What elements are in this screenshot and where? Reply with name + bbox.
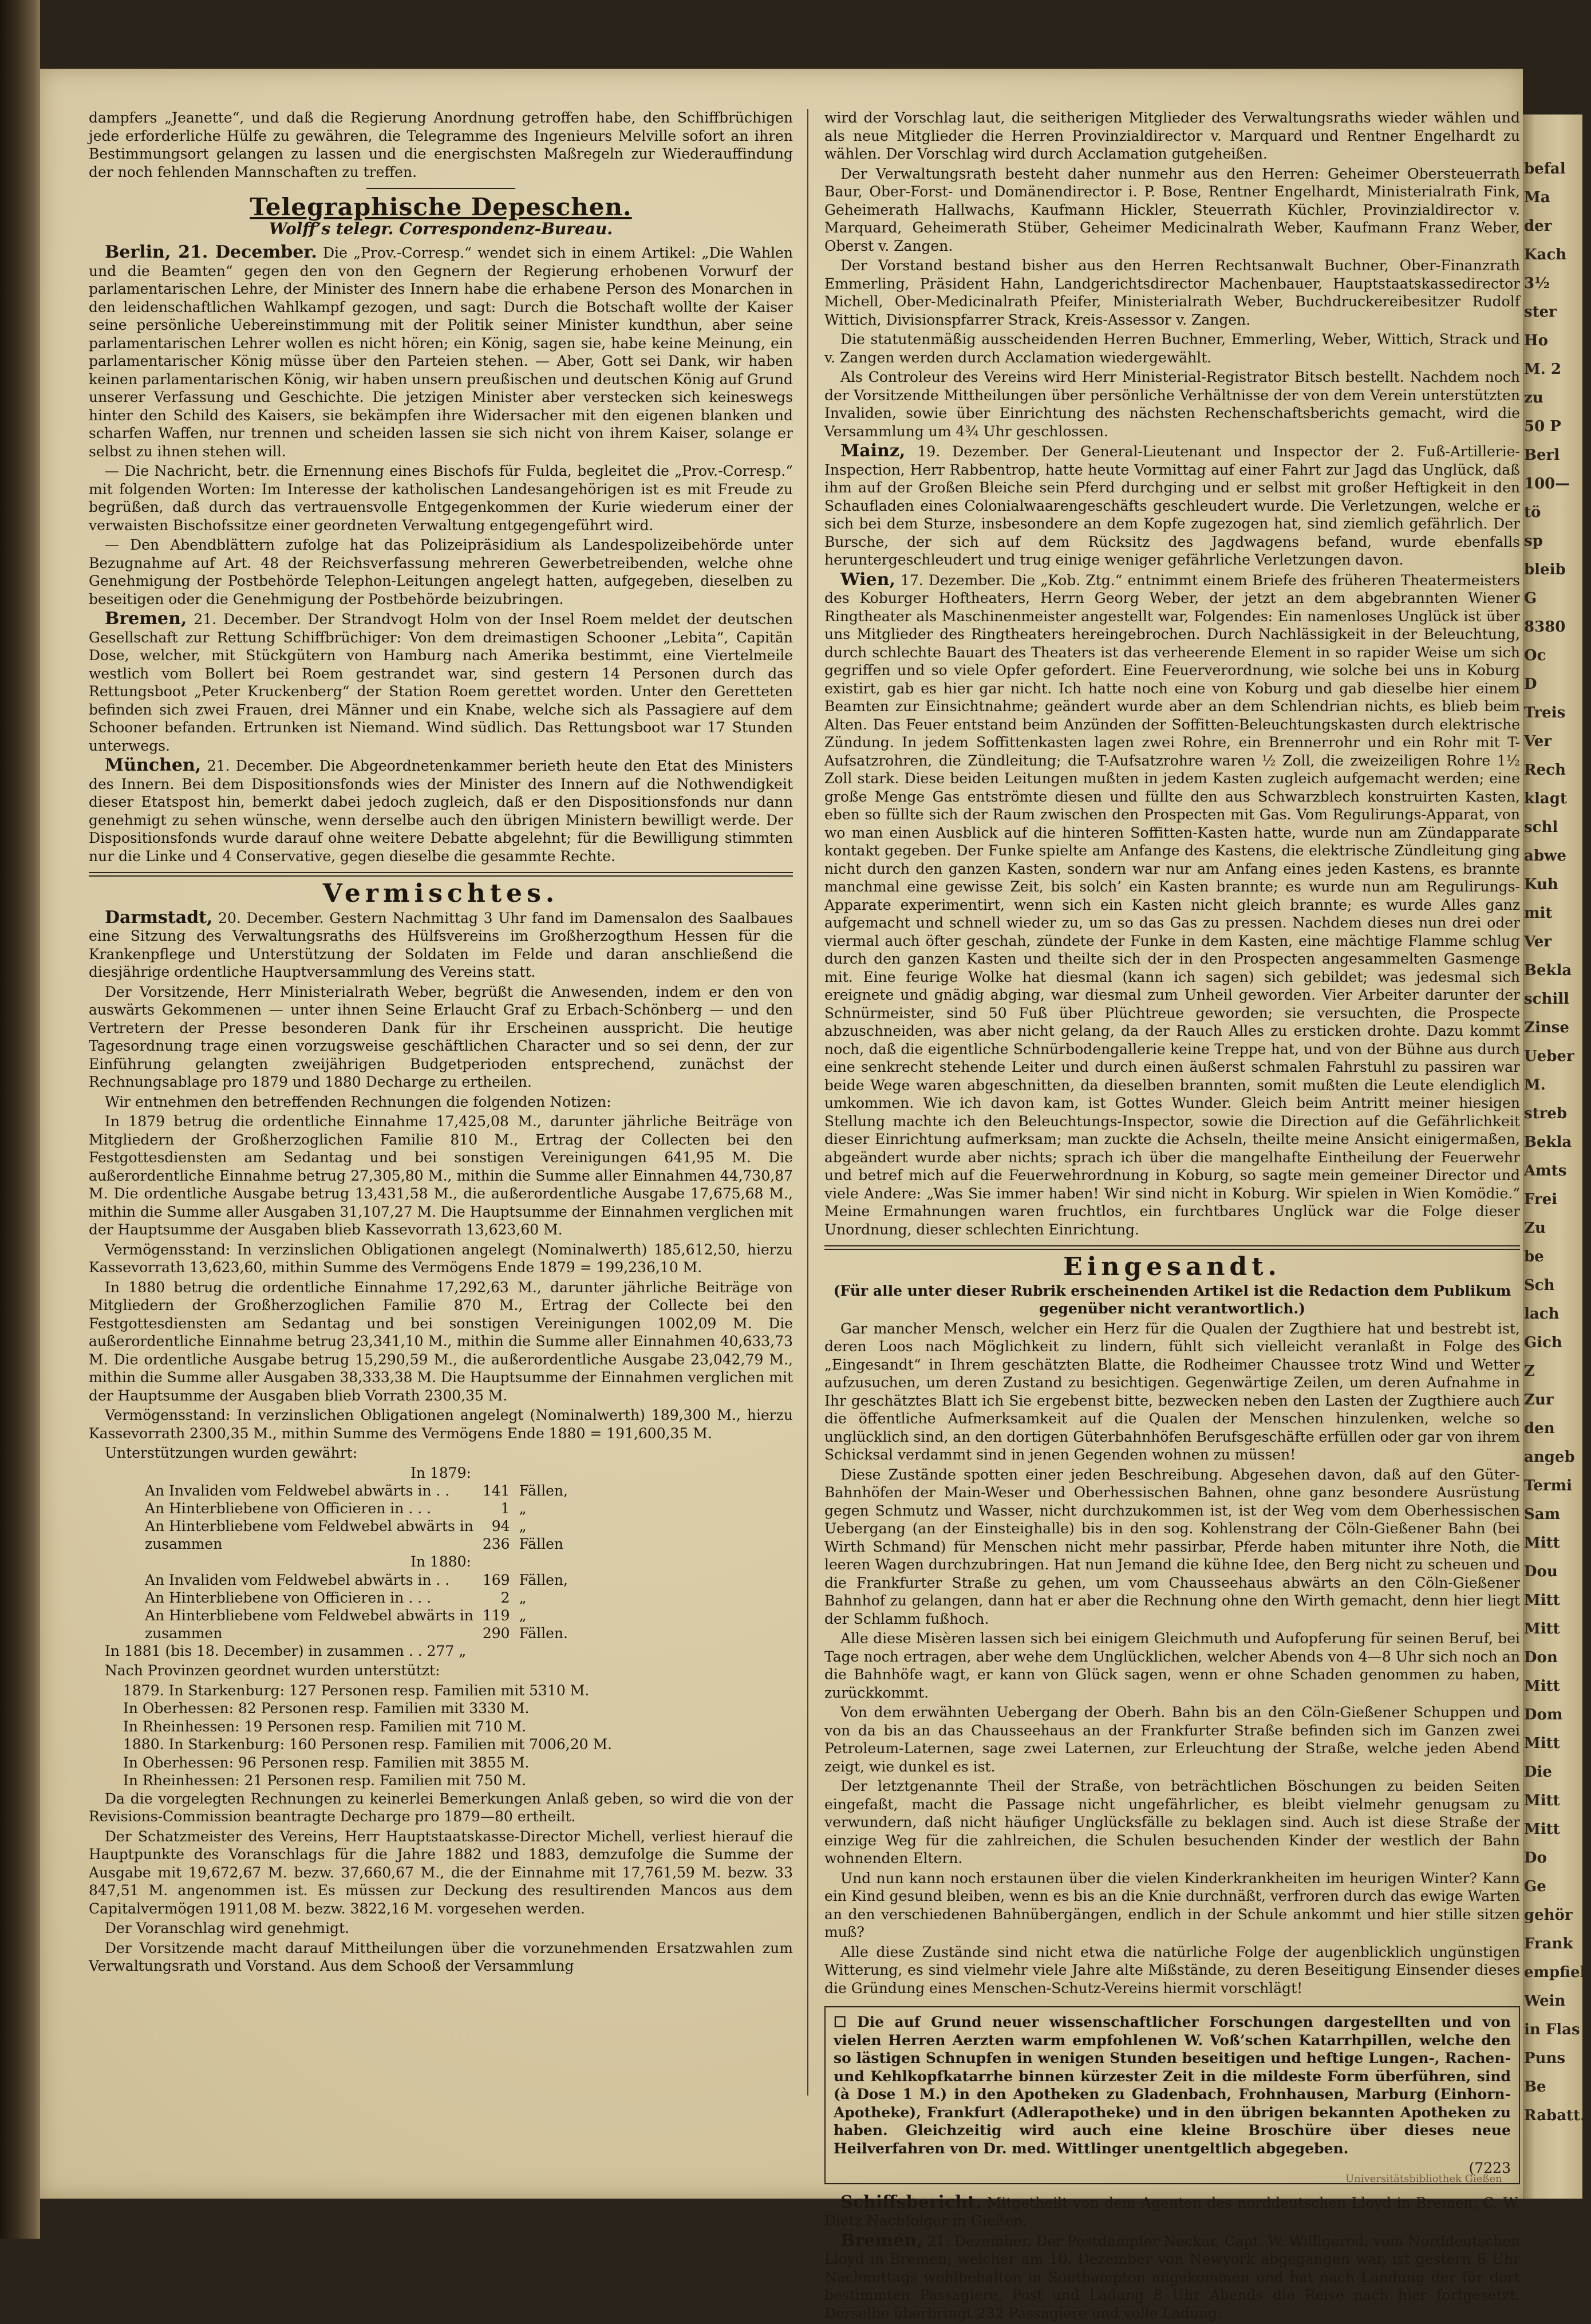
edge-text-fragment: abwe — [1524, 847, 1566, 865]
table-cell: An Hinterbliebene vom Feldwebel abwärts in — [145, 1518, 473, 1534]
table-cell: An Invaliden vom Feldwebel abwärts in . . — [145, 1482, 450, 1499]
table-row — [140, 1624, 573, 1642]
letter-paragraph: Alle diese Misèren lassen sich bei einigem Gleichmuth und Aufopferung für seinen Beruf, bei Tage noch ertragen, aber wehe dem Unglücklichen, welcher Abends von 4—8 Uhr sich noch an die Bahnhöfe wagt, er kann von Glück sagen, wenn er ohne Schaden genommen zu haben, zurückkommt. — [824, 1630, 1520, 1701]
ship-report-heading: Schiffsbericht. — [840, 2192, 982, 2212]
edge-text-fragment: der — [1524, 218, 1552, 235]
section-rule — [366, 188, 515, 189]
edge-text-fragment: sp — [1524, 532, 1543, 550]
report-paragraph: Der Vorsitzende, Herr Ministerialrath Weber, begrüßt die Anwesenden, indem er den von auswärts Gekommenen — unter ihnen Seine Erlaucht Graf zu Erbach-Schönberg — und den Vertretern der Presse besonderen Dank für ihr Erscheinen ausspricht. Die heutige Tagesordnung trage einen vorzugsweise geschäftlichen Character und so sei denn, der zur Einführung gelangten zweijährigen Budgetperioden entsprechend, zunächst der Rechnungsablage pro 1879 und 1880 Decharge zu ertheilen. — [89, 983, 793, 1090]
edge-text-fragment: Ma — [1524, 189, 1550, 206]
edge-text-fragment: Rabatt. — [1524, 2107, 1586, 2124]
edge-text-fragment: Termi — [1524, 1477, 1572, 1494]
darmstadt-report — [89, 909, 793, 981]
scan-top-border — [40, 0, 1580, 69]
eingesandt-heading: Eingesandt. — [1063, 1252, 1281, 1281]
table-cell: „ — [519, 1518, 527, 1534]
table-cell: 2 — [500, 1589, 510, 1606]
table-cell: „ — [519, 1589, 527, 1606]
table-cell: An Hinterbliebene von Officieren in . . . — [145, 1589, 432, 1606]
province-intro: Nach Provinzen geordnet wurden unterstützt: — [105, 1662, 440, 1679]
dateline: Wien, — [840, 569, 895, 590]
edge-text-fragment: bleib — [1524, 561, 1566, 578]
muenchen-dispatch — [89, 756, 793, 865]
edge-text-fragment: Ge — [1524, 1878, 1546, 1895]
edge-text-fragment: Sam — [1524, 1506, 1561, 1523]
table-row — [140, 1517, 573, 1535]
report-paragraph: Als Controleur des Vereins wird Herr Ministerial-Registrator Bitsch bestellt. Nachdem noch der Vorsitzende Mittheilungen über persönliche Verhältnisse der von dem Verein unterstützten Invaliden, sowie über Einrichtung des nächsten Rechenschaftsberichts gemacht, wird die Versammlung um 4¾ Uhr geschlossen. — [824, 369, 1520, 440]
edge-text-fragment: zu — [1524, 389, 1543, 407]
report-text: 17. Dezember. Die „Kob. Ztg.“ entnimmt einem Briefe des früheren Theatermeisters des Koburger Hoftheaters, Herrn Georg Weber, der jetzt an dem abgebrannten Wiener Ringtheater als Maschinenmeister angestellt war, Folgendes: Ein namenloses Unglück ist über uns Mitglieder des Ringtheaters hereingebrochen. Durch Nachlässigkeit in der Beleuchtung, durch schlechte Bauart des Theaters ist das verheerende Element in so rapider Weise um sich gegriffen und so viele Opfer gefordert. Eine Feuerverordnung, wie solche bei uns in Koburg existirt, gab es hier gar nicht. Ich hatte noch eine von Koburg und gab dieselbe hier einem Beamten zur Einsichtnahme; geändert wurde aber an dem Schlendrian nichts, es blieb beim Alten. Das Feuer entstand beim Anzünden der Soffitten-Beleuchtungskasten durch elektrische Zündung. In jedem Soffittenkasten lagen zwei Rohre, ein Brennerrohr und ein Rohr mit T-Aufsatzrohren, die Zündleitung; die T-Aufsatzrohre waren ½ Zoll, die zweizeiligen Rohre 1½ Zoll stark. Diese beiden Leitungen mußten in jedem Kasten zugleich aufgemacht werden; eine große Menge Gas entströmte diesen und füllte den aus Schwarzblech konstruirten Kasten, eben so füllte sich der Raum zwischen den Prospecten mit Gas. Vom Regulirungs-Apparat, von wo man einen Ausblick auf die hinteren Soffitten-Kasten hatte, wurde nun am Zündapparate kontakt gegeben. Der Funke spielte am Anfange des Kastens, die elektrische Zündleitung ging nicht durch den ganzen Kasten, sondern war nur am Anfang eines jeden Kastens, es brannte manchmal eine gewisse Zeit, bis solch’ ein Kasten brannte; es wurde nun am Regulirungs-Apparate experimentirt, wenn sich ein Kasten nicht gleich brannte; es wurde Alles ganz aufgemacht und schnell wieder zu, um so das Gas zu pressen. Nachdem dieses nun drei oder viermal auch öfter geschah, zündete der Funke in dem Kasten, eine mächtige Flamme schlug durch den ganzen Kasten und theilte sich der in den Prospecten angesammelten Gasmenge mit. Eine feurige Wolke hat diesmal (kann ich sagen) sich gebildet; was jedesmal sich ereignete und gnädig abging, war diesmal zum Unheil geworden. Vier Arbeiter darunter der Schnürmeister, sind 50 Fuß über Plüchtreue geworden; sie versuchten, die Prospecte abzuschneiden, was aber nicht gelang, da der Rauch Alles zu ersticken drohte. Dazu kommt noch, daß die eigentliche Schnürbodengallerie keine Treppe hat, und von der Bühne aus durch eine senkrecht stehende Leiter und durch einen äußerst schmalen Fahrstuhl zu passiren war beide Wege waren abgeschnitten, da dieselben brannten, somit mußten die Leute elendiglich umkommen. Wie ich davon kam, ist Gottes Wunder. Gleich beim Antritt meiner hiesigen Stellung machte ich den Beleuchtungs-Inspector, sowie die Direction auf die Gefährlichkeit dieser Einrichtung aufmerksam; man zuckte die Achseln, theilte meine Ansicht einigermaßen, abgeändert wurde aber nichts; sprach ich über die mangelhafte Eintheilung der Feuerwehr und betref mich auf die Feuerwehrordnung in Koburg, so sagte mein gemeiner Director und viele Andere: „Was Sie immer haben! Wir sind nicht in Koburg. Wir spielen in Wien Komödie.“ Meine Ermahnungen waren fruchtlos, ein furchtbares Unglück war die Folge dieser Unordnung, dieser schlechten Einrichtung. — [824, 571, 1520, 1238]
table-row — [140, 1500, 573, 1517]
report-paragraph: Vermögensstand: In verzinslichen Obligationen angelegt (Nominalwerth) 185,612,50, hierzu Kassevorrath 13,623,60, mithin Summe des Vermögens Ende 1879 = 199,236,10 M. — [89, 1241, 793, 1276]
report-paragraph: Wir entnehmen den betreffenden Rechnungen die folgenden Notizen: — [105, 1093, 611, 1110]
table-row — [140, 1482, 573, 1500]
edge-text-fragment: Do — [1524, 1849, 1547, 1867]
table-cell: „ — [519, 1500, 527, 1517]
edge-text-fragment: Zu — [1524, 1220, 1546, 1237]
support-table-1880 — [140, 1571, 573, 1642]
edge-text-fragment: be — [1524, 1248, 1544, 1265]
table-cell: Fällen, — [519, 1571, 568, 1588]
berlin-dispatch-2: — Die Nachricht, betr. die Ernennung eines Bischofs für Fulda, begleitet die „Prov.-Corresp.“ mit folgenden Worten: Im Interesse der katholischen Landesangehörigen ist es mit Freude zu begrüßen, daß durch das vertrauensvolle Entgegenkommen der Kurie wiederum einer der verwaisten Bischofssitze einer geordneten Verwaltung entgegengeführt wird. — [89, 463, 793, 534]
table-cell: 141 — [482, 1482, 510, 1499]
edge-text-fragment: befal — [1524, 160, 1566, 177]
edge-text-fragment: klagt — [1524, 790, 1567, 807]
edge-text-fragment: 3½ — [1524, 275, 1550, 292]
edge-text-fragment: Kach — [1524, 246, 1567, 263]
report-paragraph: Die statutenmäßig ausscheidenden Herren Buchner, Emmerling, Weber, Wittich, Strack und v. Zangen werden durch Acclamation wiedergewählt. — [824, 331, 1520, 366]
year-label-1879: In 1879: — [410, 1464, 471, 1481]
dispatch-text: Die „Prov.-Corresp.“ wendet sich in einem Artikel: „Die Wahlen und die Beamten“ gegen den von den Gegnern der Regierung erhobenen Vorwurf der parlamentarischen Lehre, der Minister des Innern habe die erhabene Person des Monarchen in den leidenschaftlichen Wahlkampf gezogen, und sagt: Durch die Botschaft wollte der Kaiser seine persönliche Uebereinstimmung mit der Politik seiner Minister kundthun, aber seine parlamentarischen Lehrer wollen es nicht hören; ein König, sagen sie, habe keine Meinung, ein parlamentarischer König müsse über den Parteien stehen. — Aber, Gott sei Dank, wir haben keinen parlamentarischen König, wir haben unsern preußischen und deutschen König auf Grund unserer Verfassung und Geschichte. Die jetzigen Minister aber verstecken sich keineswegs hinter den Schild des Kaisers, sie bekämpfen ihre Widersacher mit den eigenen blanken und scharfen Waffen, nur trennen und scheiden lassen sie sich nicht von ihrem Kaiser, solange er selbst zu ihnen stehen will. — [89, 244, 793, 460]
edge-text-fragment: Dom — [1524, 1706, 1563, 1723]
column-right — [824, 109, 1520, 2324]
dateline: Bremen, — [840, 2230, 923, 2251]
table-cell: 119 — [482, 1607, 510, 1624]
edge-text-fragment: G — [1524, 590, 1537, 607]
table-cell: An Invaliden vom Feldwebel abwärts in . . — [145, 1571, 450, 1588]
dateline: Bremen, — [105, 609, 187, 629]
edge-text-fragment: Mitt — [1524, 1678, 1560, 1695]
table-cell: Fällen — [519, 1536, 564, 1552]
wien-report — [824, 571, 1520, 1239]
list-item: In Rheinhessen: 19 Personen resp. Familien mit 710 M. — [123, 1718, 527, 1735]
library-stamp: Universitätsbibliothek Gießen — [1345, 2173, 1502, 2185]
edge-text-fragment: Die — [1524, 1763, 1552, 1781]
edge-text-fragment: empfieh — [1524, 1964, 1591, 1981]
ship-report-body — [824, 2232, 1520, 2323]
edge-text-fragment: Mitt — [1524, 1735, 1560, 1752]
advertisement-text: ☐ Die auf Grund neuer wissenschaftlicher Forschungen dargestellten und von vielen Herren Aerzten warm empfohlenen W. Voß’schen Katarrhpillen, welche den so lästigen Schnupfen in wenigen Stunden beseitigen und heftige Lungen-, Rachen- und Kehlkopfkatarrhe binnen kürzester Zeit in die mildeste Form überführen, sind (à Dose 1 M.) in den Apotheken zu Gladenbach, Frohnhausen, Marburg (Einhorn-Apotheke), Frankfurt (Adlerapotheke) und in den übrigen bekannten Apotheken zu haben. Gleichzeitig wird auch eine kleine Broschüre über dieses neue Heilverfahren von Dr. med. Wittlinger unentgeltlich abgegeben. — [834, 2014, 1511, 2157]
list-item: 1880. In Starkenburg: 160 Personen resp. Familien mit 7006,20 M. — [123, 1736, 613, 1753]
adjacent-page-edge — [1523, 115, 1591, 2199]
table-body — [140, 1482, 573, 1553]
telegraph-heading: Telegraphische Depeschen. — [250, 193, 632, 221]
bremen-dispatch — [89, 610, 793, 755]
report-paragraph: Da die vorgelegten Rechnungen zu keinerlei Bemerkungen Anlaß geben, so wird die von der Revisions-Commission beantragte Decharge pro 1879—80 ertheilt. — [89, 1790, 793, 1825]
advertisement-box — [824, 2006, 1520, 2184]
edge-text-fragment: Treis — [1524, 704, 1566, 721]
letter-paragraph: Und nun kann noch erstaunen über die vielen Kinderkrankheiten im heurigen Winter? Kann ein Kind gesund bleiben, wenn es bis an die Knie durchnäßt, verfroren durch das ewige Warten an den verschiedenen Bahnübergängen, endlich in der Schule ankommt und hier stille sitzen muß? — [824, 1869, 1520, 1940]
edge-text-fragment: Wein — [1524, 1992, 1566, 2010]
table-row — [140, 1607, 573, 1624]
edge-text-fragment: Zur — [1524, 1391, 1554, 1408]
report-text: 19. Dezember. Der General-Lieutenant und Inspector der 2. Fuß-Artillerie-Inspection, Herr Rabbentrop, hatte heute Vormittag auf einer Fahrt zur Jagd das Unglück, daß ihm auf der Großen Bleiche sein Pferd durchging und er selbst mit großer Heftigkeit in den Schaufladen eines Colonialwaarengeschäfts geschleudert wurde. Die Verletzungen, welche er sich bei dem Sturze, insbesondere an dem Kopfe zugezogen hat, sind ziemlich gefährlich. Der Bursche, der sich auf dem Rücksitz des Jagdwagens befand, wurde ebenfalls heruntergeschleudert und trug einige weniger gefährliche Verletzungen davon. — [824, 443, 1520, 568]
letter-paragraph: Diese Zustände spotten einer jeden Beschreibung. Abgesehen davon, daß auf den Güter-Bahnhöfen der Main-Weser und Oberhessischen Bahnen, ohne ganz besondere Ausrüstung gegen Schmutz und Wasser, nicht durchzukommen ist, ist der Weg vom dem Oberhessischen Uebergang (an der Einsteighalle) bis in den sog. Kohlenstrang der Cöln-Gießener Bahn (bei Wirth Schmand) für Menschen nicht mehr passirbar, Pferde haben mitunter ihre Noth, die leeren Wagen durchzubringen. Hat nun Jemand die kühne Idee, den Berg nicht zu scheuen und die Frankfurter Straße zu gehen, um vom Chausseehaus abwärts an den Cöln-Gießener Bahnhof zu gelangen, dann hat er aber die Rechnung ohne den Wirth gemacht, denn hier liegt der Schlamm fußhoch. — [824, 1466, 1520, 1627]
edge-text-fragment: lach — [1524, 1305, 1560, 1323]
edge-text-fragment: Kuh — [1524, 876, 1558, 893]
edge-text-fragment: Mitt — [1524, 1592, 1560, 1609]
edge-text-fragment: M. 2 — [1524, 361, 1561, 378]
list-item: 1879. In Starkenburg: 127 Personen resp. Familien mit 5310 M. — [123, 1682, 590, 1699]
edge-text-fragment: Sch — [1524, 1277, 1555, 1294]
telegraph-subheading: Wolff’s telegr. Correspondenz-Bureau. — [269, 219, 613, 238]
list-item: In Rheinhessen: 21 Personen resp. Familien mit 750 M. — [123, 1772, 527, 1789]
dateline: Mainz, — [840, 441, 906, 461]
column-left — [89, 109, 793, 1977]
edge-text-fragment: Frei — [1524, 1191, 1558, 1208]
year-label-1880: In 1880: — [410, 1553, 471, 1570]
table-cell: 290 — [482, 1624, 510, 1642]
edge-text-fragment: D — [1524, 676, 1537, 693]
edge-text-fragment: Oc — [1524, 647, 1546, 664]
edge-text-fragment: Ver — [1524, 933, 1552, 950]
report-paragraph: In 1879 betrug die ordentliche Einnahme 17,425,08 M., darunter jährliche Beiträge von Mitgliedern der Großherzoglichen Familie 810 M., Ertrag der Collecten bei den Festgottesdiensten am Sedantag und bei sonstigen Vereinigungen 641,95 M. Die außerordentliche Einnahme betrug 27,305,80 M., mithin die Summe aller Einnahmen 44,730,87 M. Die ordentliche Ausgabe betrug 13,431,58 M., die außerordentliche Ausgabe 17,675,68 M., mithin die Summe aller Ausgaben 31,107,27 M. Die Hauptsumme der Einnahmen verglichen mit der Hauptsumme der Ausgaben blieb Kassevorrath 13,623,60 M. — [89, 1113, 793, 1238]
continued-paragraph: wird der Vorschlag laut, die seitherigen Mitglieder des Verwaltungsraths wieder wählen und als neue Mitglieder die Herren Provinzialdirector v. Marquard und Rentner Engelhardt zu wählen. Der Vorschlag wird durch Acclamation gutgeheißen. — [824, 109, 1520, 162]
edge-text-fragment: Rech — [1524, 761, 1566, 779]
table-cell: An Hinterbliebene vom Feldwebel abwärts in — [145, 1607, 473, 1624]
edge-text-fragment: Frank — [1524, 1935, 1573, 1952]
list-item: In Oberhessen: 82 Personen resp. Familien mit 3330 M. — [123, 1700, 530, 1717]
edge-text-fragment: M. — [1524, 1076, 1546, 1094]
edge-text-fragment: ster — [1524, 303, 1557, 321]
list-item: In Oberhessen: 96 Personen resp. Familien mit 3855 M. — [123, 1754, 530, 1771]
edge-text-fragment: Z — [1524, 1363, 1535, 1380]
report-paragraph: Der Verwaltungsrath besteht daher nunmehr aus den Herren: Geheimer Obersteuerrath Baur, Ober-Forst- und Domänendirector i. P. Bose, Rentner Engelhardt, Ministerialrath Fink, Geheimerath Hallwachs, Kaufmann Hickler, Steuerrath Küchler, Provinzialdirector v. Marquard, Geheimerath Stüber, Geheimer Medicinalrath Weber, Kaufmann Franz Weber, Oberst v. Zangen. — [824, 165, 1520, 254]
letter-paragraph: Alle diese Zustände sind nicht etwa die natürliche Folge der augenblicklich ungünstigen Witterung, es sind vielmehr viele Jahre alte Mißstände, zu deren Beseitigung Einsender dieses die Gründung eines Menschen-Schutz-Vereins hiermit vorschlägt! — [824, 1943, 1520, 1996]
berlin-dispatch — [89, 243, 793, 460]
edge-text-fragment: Mitt — [1524, 1534, 1560, 1552]
report-paragraph: Der Voranschlag wird genehmigt. — [105, 1920, 350, 1936]
report-line-1881: In 1881 (bis 18. December) in zusammen . . 277 „ — [105, 1642, 467, 1659]
ship-report-intro: Mitgetheilt von dem Agenten des norddeutschen Lloyd in Bremen, C. W. Dietz Nachfolger in Gießen. — [824, 2194, 1520, 2229]
edge-text-fragment: 8380 — [1524, 618, 1566, 636]
table-cell: Fällen. — [519, 1624, 568, 1642]
table-cell: „ — [519, 1607, 527, 1624]
edge-text-fragment: schl — [1524, 819, 1558, 836]
table-cell: An Hinterbliebene von Officieren in . . . — [145, 1500, 432, 1517]
edge-text-fragment: Ver — [1524, 733, 1552, 750]
dateline: Berlin, 21. December. — [105, 242, 317, 262]
edge-text-fragment: Gich — [1524, 1334, 1562, 1351]
edge-text-fragment: Zinse — [1524, 1019, 1569, 1036]
edge-text-fragment: 50 P — [1524, 418, 1561, 435]
editorial-disclaimer: (Für alle unter dieser Rubrik erscheinenden Artikel ist die Redaction dem Publikum gegenüber nicht verantwortlich.) — [833, 1282, 1511, 1317]
edge-text-fragment: Mitt — [1524, 1620, 1560, 1638]
section-double-rule — [824, 1245, 1520, 1250]
table-cell: 94 — [491, 1518, 510, 1534]
edge-text-fragment: Ho — [1524, 332, 1548, 349]
table-cell: zusammen — [145, 1536, 223, 1552]
berlin-dispatch-3: — Den Abendblättern zufolge hat das Polizeipräsidium als Landespolizeibehörde unter Bezugnahme auf Art. 48 der Reichsverfassung mehreren Gewerbetreibenden, welche ohne Genehmigung der Postbehörde Telephon-Leitungen angelegt hatten, aufgegeben, dieselben zu beseitigen oder die Genehmigung der Postbehörde beizubringen. — [89, 536, 793, 607]
edge-text-fragment: Dou — [1524, 1563, 1558, 1580]
edge-text-fragment: den — [1524, 1420, 1555, 1437]
edge-text-fragment: Don — [1524, 1649, 1558, 1666]
table-row — [140, 1535, 573, 1553]
edge-text-fragment: 100— — [1524, 475, 1570, 492]
dispatch-text: 21. December. Der Strandvogt Holm von der Insel Roem meldet der deutschen Gesellschaft zur Rettung Schiffbrüchiger: Von dem dreimastigen Schooner „Lebita“, Capitän Dose, welcher, mit Stückgütern von Hamburg nach Amerika bestimmt, eine Viertelmeile westlich vom Bollert bei Roem gestrandet war, sind gestern 14 Personen durch das Rettungsboot „Peter Kruckenberg“ der Station Roem gerettet worden. Unter den Geretteten befinden sich zwei Frauen, drei Männer und ein Knabe, welche sich als Passagiere auf dem Schooner befanden. Ertrunken ist Niemand. Wind südlich. Das Rettungsboot war 17 Stunden unterwegs. — [89, 611, 793, 754]
ship-report — [824, 2193, 1520, 2230]
table-cell: 1 — [500, 1500, 510, 1517]
advertisement-number: (7223 — [1468, 2160, 1511, 2176]
report-paragraph: Vermögensstand: In verzinslichen Obligationen angelegt (Nominalwerth) 189,300 M., hierzu Kassevorrath 2300,35 M., mithin Summe des Vermögens Ende 1880 = 191,600,35 M. — [89, 1407, 793, 1442]
letter-paragraph: Gar mancher Mensch, welcher ein Herz für die Qualen der Zugthiere hat und bestrebt ist, deren Loos nach Möglichkeit zu lindern, fühlt sich vielleicht veranlaßt in Folge des „Eingesandt“ in Ihrem geschätzten Blatte, die Rodheimer Chaussee trotz Wind und Wetter aufzusuchen, um deren Zustand zu besichtigen. Gegenwärtige Zeilen, um deren Aufnahme in Ihr geschätztes Blatt ich Sie ergebenst bitte, bezwecken neben den Lasten der Zugthiere auch die öffentliche Aufmerksamkeit auf die Qualen der Menschen hinzulenken, welche so unglücklich sind, an den dortigen Güterbahnhöfen Berufsgeschäfte erfüllen oder gar von ihrem Schicksal verdammt sind in jenen Gegenden wohnen zu müssen! — [824, 1320, 1520, 1463]
mainz-report — [824, 442, 1520, 569]
edge-text-fragment: Bekla — [1524, 1134, 1572, 1151]
dateline: München, — [105, 755, 202, 775]
edge-text-fragment: streb — [1524, 1105, 1568, 1122]
table-cell: Fällen, — [519, 1482, 568, 1499]
report-paragraph: Der Vorstand bestand bisher aus den Herren Rechtsanwalt Buchner, Ober-Finanzrath Emmerling, Präsident Hahn, Landgerichtsdirector Machenbauer, Hauptstaatskassedirector Michell, Ober-Medicinalrath Pfeifer, Ministerialrath Weber, Buchdruckereibesitzer Rudolf Wittich, Divisionspfarrer Strack, Kreis-Assessor v. Zangen. — [824, 257, 1520, 328]
column-divider — [807, 109, 808, 2096]
edge-text-fragment: gehör — [1524, 1907, 1573, 1924]
report-paragraph: Der Schatzmeister des Vereins, Herr Hauptstaatskasse-Director Michell, verliest hierauf die Hauptpunkte des Voranschlags für die Jahre 1882 und 1883, demzufolge die Summe der Ausgabe mit 19,672,67 M. bezw. 37,660,67 M., die der Einnahme mit 17,761,59 M. bezw. 33 847,51 M. angenommen ist. Es müssen zur Deckung des resultirenden Mancos aus dem Capitalvermögen 1911,08 M. bezw. 3822,16 M. vorgesehen werden. — [89, 1828, 793, 1917]
edge-text-fragment: in Flas — [1524, 2021, 1580, 2038]
table-cell: 236 — [482, 1536, 510, 1552]
report-paragraph: Unterstützungen wurden gewährt: — [105, 1445, 358, 1461]
letter-paragraph: Der letztgenannte Theil der Straße, von beträchtlichen Böschungen zu beiden Seiten eingefaßt, macht die Passage nicht ungefährlicher, es bleibt vielmehr genugsam zu verwundern, daß nicht häufiger Unglücksfälle zu beklagen sind. Auch ist diese Straße der einzige Weg für die zahlreichen, die Schulen besuchenden Kinder der westlich der Bahn wohnenden Eltern. — [824, 1778, 1520, 1867]
edge-text-fragment: Amts — [1524, 1162, 1567, 1179]
book-binding — [0, 0, 40, 2239]
table-cell: 169 — [482, 1571, 510, 1588]
edge-text-fragment: angeb — [1524, 1449, 1575, 1466]
table-cell: zusammen — [145, 1624, 223, 1642]
table-row — [140, 1571, 573, 1589]
edge-text-fragment: Puns — [1524, 2050, 1565, 2067]
letter-paragraph: Von dem erwähnten Uebergang der Oberh. Bahn bis an den Cöln-Gießener Schuppen und von da bis an das Chausseehaus an der Frankfurter Straße befinden sich im Ganzen zwei Petroleum-Laternen, sage zwei Laternen, zur Erleuchtung der Straße, welche jeden Abend zeigt, wie dunkel es ist. — [824, 1704, 1520, 1775]
edge-text-fragment: Bekla — [1524, 962, 1572, 979]
edge-text-fragment: Be — [1524, 2078, 1546, 2096]
edge-text-fragment: mit — [1524, 905, 1553, 922]
edge-text-fragment: Berl — [1524, 447, 1560, 464]
intro-paragraph: dampfers „Jeanette“, und daß die Regierung Anordnung getroffen habe, den Schiffbrüchigen jede erforderliche Hülfe zu gewähren, die Telegramme des Ingenieurs Melville sofort an ihren Bestimmungsort gelangen zu lassen und die energischsten Maßregeln zur Wiederauffindung der noch fehlenden Mannschaften zu treffen. — [89, 109, 793, 180]
report-paragraph: In 1880 betrug die ordentliche Einnahme 17,292,63 M., darunter jährliche Beiträge von Mitgliedern der Großherzoglichen Familie 870 M., Ertrag der Collecte bei den Festgottesdiensten am Sedantag und bei sonstigen Vereinigungen 1002,09 M. Die außerordentliche Einnahme betrug 23,341,10 M., mithin die Summe aller Einnahmen 40,633,73 M. Die ordentliche Ausgabe betrug 15,290,59 M., die außerordentliche Ausgabe 23,042,79 M., mithin die Summe aller Ausgaben 38,333,38 M. Die Hauptsumme der Einnahmen verglichen mit der Hauptsumme der Ausgaben blieb Vorrath 2300,35 M. — [89, 1279, 793, 1404]
edge-text-fragment: Mitt — [1524, 1821, 1560, 1838]
edge-text-fragment: Ueber — [1524, 1048, 1574, 1065]
dispatch-text: 21. December. Die Abgeordnetenkammer berieth heute den Etat des Ministers des Innern. Bei dem Dispositionsfonds wies der Minister des Innern auf die Nothwendigkeit dieser Etatspost hin, bemerkt dabei jedoch zugleich, daß er den Dispositionsfonds nur dann genehmigt zu sehen wünsche, wenn derselbe auch den übrigen Ministern bewilligt werde. Der Dispositionsfonds wurde darauf ohne weitere Debatte abgelehnt; für die Bewilligung stimmten nur die Linke und 4 Conservative, gegen dieselbe die gesammte Rechte. — [89, 757, 793, 865]
report-text: 21. Dezember. Der Postdampfer Neckar, Capt. W. Willigerod, vom Norddeutschen Lloyd in Bremen, welcher am 10. Dezember von Newyork abgegangen war, ist gestern 6 Uhr Nachmittags wohlbehalten in Southampton angekommen und hat nach Landung der für dort bestimmten Passagiere, Post und Ladung 8 Uhr Abends die Reise nach hier fortgesetzt. Derselbe überbringt 232 Passagiere und volle Ladung. — [824, 2232, 1520, 2322]
table-row — [140, 1589, 573, 1607]
province-list — [89, 1682, 793, 1790]
edge-text-fragment: tö — [1524, 504, 1541, 521]
support-table-1879 — [140, 1482, 573, 1553]
report-paragraph: Der Vorsitzende macht darauf Mittheilungen über die vorzunehmenden Ersatzwahlen zum Verwaltungsrath und Vorstand. Aus dem Schooß der Versammlung — [89, 1939, 793, 1974]
table-body — [140, 1571, 573, 1642]
section-double-rule — [89, 872, 793, 877]
dateline: Darmstadt, — [105, 907, 213, 928]
edge-text-fragment: Mitt — [1524, 1792, 1560, 1809]
vermischtes-heading: Vermischtes. — [322, 879, 559, 908]
edge-text-fragment: schill — [1524, 991, 1570, 1008]
report-text: 20. December. Gestern Nachmittag 3 Uhr fand im Damensalon des Saalbaues eine Sitzung des Verwaltungsraths des Hülfsvereins im Großherzogthum Hessen für die Krankenpflege und Unterstützung der Soldaten im Felde und daran anschließend die diesjährige ordentliche Hauptversammlung des Vereins statt. — [89, 909, 793, 980]
